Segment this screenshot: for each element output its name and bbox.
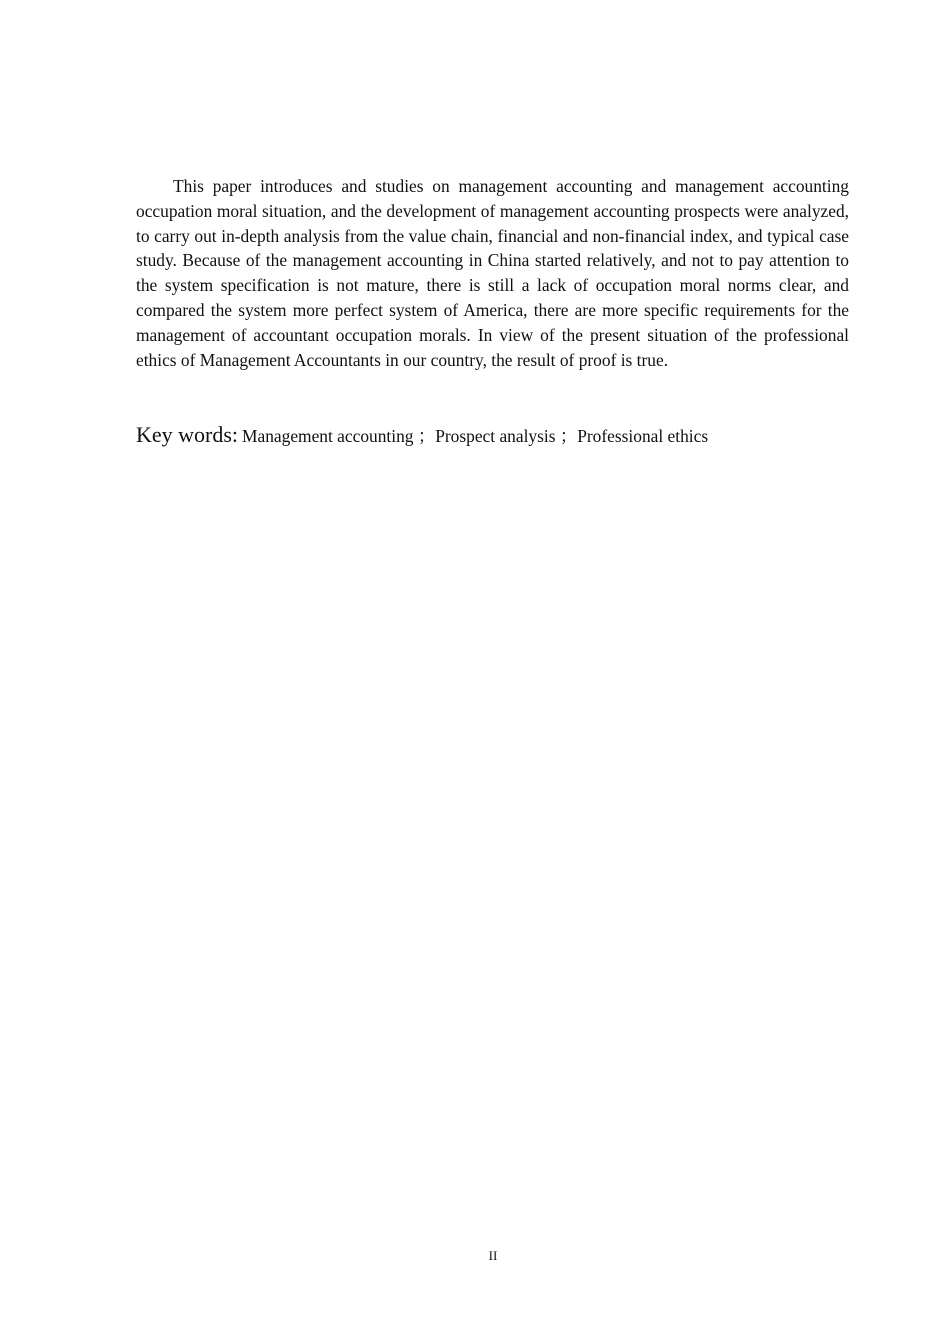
keywords-line [136, 420, 849, 451]
keywords-label: Key words: [136, 422, 239, 447]
abstract-paragraph: This paper introduces and studies on management accounting and management accounting occupation moral situation, and the development of management accounting prospects were analyzed, to carry out in-depth analysis from the value chain, financial and non-financial index, and typical case study. Because of the management accounting in China started relatively, and not to pay attention to the system specification is not mature, there is still a lack of occupation moral norms clear, and compared the system more perfect system of America, there are more specific requirements for the management of accountant occupation morals. In view of the present situation of the professional ethics of Management Accountants in our country, the result of proof is true. [136, 176, 849, 370]
page-number: II [488, 1248, 498, 1263]
keywords-list: Management accounting ；Prospect analysis ；Professional ethics [242, 426, 709, 446]
